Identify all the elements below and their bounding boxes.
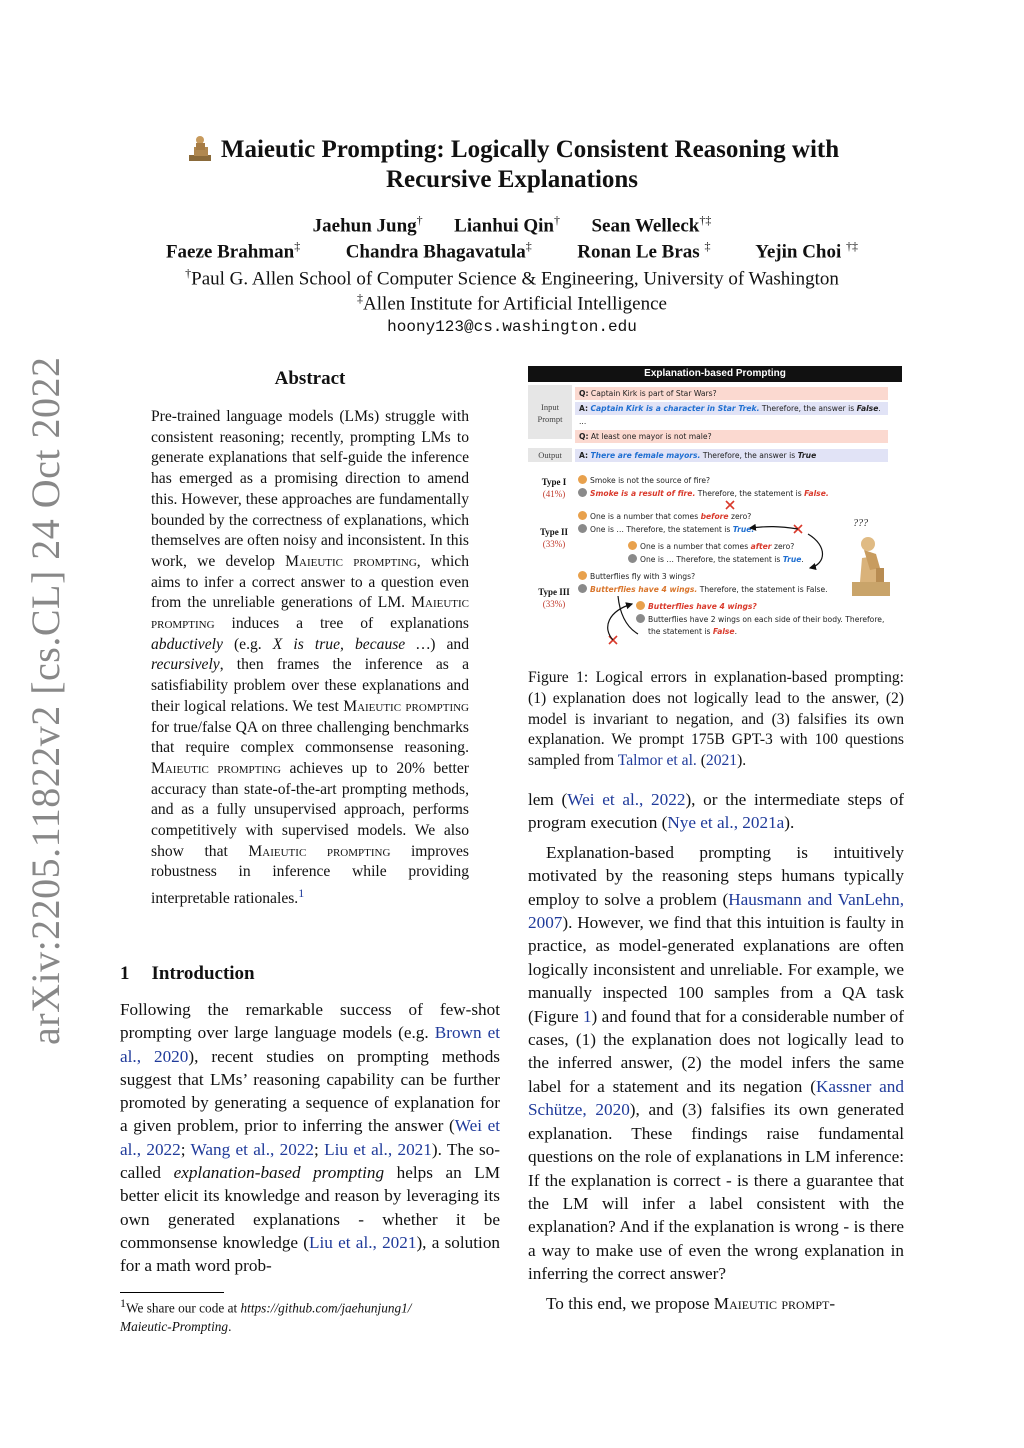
explanation-text: Smoke is a result of fire. [590, 489, 696, 498]
body-text: ), or the intermediate steps of program execution ( [528, 790, 904, 833]
arrow-connector [750, 527, 798, 529]
figure-text: . [734, 627, 738, 636]
figure-text: Therefore, the statement is [695, 489, 805, 498]
author-mark: †‡ [699, 213, 712, 227]
body-text: Following the remarkable success of few-shot prompting over large language models (e.g. [120, 1000, 500, 1043]
code-url[interactable]: Maieutic-Prompting [120, 1319, 229, 1335]
abstract-body [151, 407, 469, 910]
prompt-ellipsis: ... [579, 417, 587, 426]
author-row-1 [100, 213, 924, 237]
affiliation-text: Paul G. Allen School of Computer Science & Engineering, University of Washington [191, 267, 839, 289]
output-label: Output [528, 448, 572, 462]
citation-link[interactable]: Hausmann and VanLehn, 2007 [528, 889, 904, 933]
section-heading-introduction [120, 963, 255, 985]
type-percentage: (33%) [542, 539, 566, 549]
prompt-text: . [878, 404, 881, 413]
caption-text: Figure 1: Logical errors in explanation-based prompting: (1) explanation does not logically lead to the answer, (2) model is invariant to negation, and (3) falsifies its own explanation. We prompt 175B GPT-3 with 100 questions sampled from [528, 669, 904, 770]
author-name: Lianhui Qin [454, 215, 554, 237]
citation-link[interactable]: Brown et al., 2020 [120, 1023, 500, 1066]
abstract-text: improves robustness in inference while providing interpretable rationales. [151, 842, 469, 908]
author-name: Faeze Brahman [165, 241, 295, 263]
body-emphasis: explanation-based prompting [173, 1163, 385, 1183]
arrow-connector [808, 534, 823, 568]
answer-text: True. [732, 525, 755, 534]
author-mark: ‡ [525, 239, 532, 254]
body-text: ). The so-called [120, 1139, 500, 1183]
body-text: ), and (3) falsifies its own generated explanation. These findings raise fundamental questions on the role of explanations in LM inference: If the explanation is correct - is there a guarantee that the LM will infer a label consistent with the explanation? And if the explanation is wrong - is there a way to make use of even the wrong explanation in inferring the correct answer? [528, 1100, 904, 1284]
caption-text: ( [696, 752, 706, 770]
affiliation-2 [100, 291, 924, 315]
figure-text: zero? [771, 542, 795, 551]
section-title: Introduction [151, 963, 255, 984]
figure-header: Explanation-based Prompting [528, 366, 902, 382]
explanation-text: Butterflies have 4 wings. [590, 585, 698, 594]
body-text: lem ( [528, 790, 568, 809]
footnote-text: We share our code at [126, 1300, 241, 1316]
prompt-text: At least one mayor is not male? [590, 432, 712, 441]
author-name: Jaehun Jung [312, 215, 417, 237]
author-mark: † [553, 213, 560, 227]
affiliation-text: Allen Institute for Artificial Intelligence [363, 293, 667, 315]
figure-text: One is … Therefore, the statement is [590, 525, 733, 534]
figure-ref-link[interactable]: 1 [582, 1006, 592, 1026]
arxiv-identifier: arXiv:2205.11822v2 [cs.CL] 24 Oct 2022 [23, 356, 68, 1045]
title-line-2: Recursive Explanations [385, 166, 639, 193]
author-row-2 [100, 239, 924, 263]
answer-text: True [782, 555, 802, 564]
emphasis-text: before [700, 512, 729, 521]
emphasis-text: after [750, 542, 772, 551]
body-text: ; [314, 1139, 325, 1159]
figure-1-caption [528, 668, 904, 772]
q-tag: Q: [579, 432, 589, 441]
figure-text: the statement is [648, 627, 713, 636]
body-text: ; [180, 1139, 191, 1159]
footnote-ref[interactable]: 1 [298, 886, 305, 901]
method-name: Maieutic prompting [343, 697, 469, 715]
figure-text: . [801, 555, 804, 564]
abstract-text: Pre-trained language models (LMs) struggle with consistent reasoning; recently, prompting LMs to generate explanations that self-guide the inference has emerged as a promising direction to amend this. However, these approaches are fundamentally bounded by the correctness of explanations, which themselves are often noisy and inconsistent. In this work, we develop [151, 408, 469, 570]
citation-link[interactable]: Talmor et al. [617, 752, 697, 770]
body-text: ) and found that for a considerable number of cases, (1) the explanation does not logically lead to the inferred answer, (2) the model infers the same label for a statement and its negation ( [528, 1006, 904, 1096]
code-url[interactable]: https://github.com/jaehunjung1/ [240, 1300, 412, 1316]
affiliation-mark: † [185, 265, 192, 280]
body-text: helps an LM better elicit its knowledge and reason by leveraging its own generated explanations - whether it be commonsense knowledge ( [120, 1163, 500, 1252]
paragraph [528, 788, 904, 835]
a-tag: A: [579, 451, 589, 460]
prompt-text: Therefore, the answer is [700, 451, 798, 460]
contact-email[interactable]: hoony123@cs.washington.edu [387, 318, 637, 337]
answer-text: False. [804, 489, 829, 498]
abstract-text: (e.g. [222, 635, 273, 653]
type-name: Type III [538, 587, 570, 597]
explanation-text: There are female mayors. [590, 451, 701, 460]
author-mark: ‡ [294, 239, 301, 254]
answer-text: False [712, 627, 735, 636]
citation-link[interactable]: Wei et al., 2022 [120, 1116, 500, 1159]
body-text: ). [784, 813, 795, 833]
prompt-text: Therefore, the answer is [759, 404, 857, 413]
figure-text: Smoke is not the source of fire? [590, 476, 711, 485]
abstract-text: induces a tree of explanations [214, 615, 469, 633]
figure-text: One is a number that comes [590, 512, 701, 521]
citation-link[interactable]: Liu et al., 2021 [309, 1232, 417, 1252]
a-tag: A: [579, 404, 589, 413]
caption-text: ). [737, 752, 747, 770]
q-tag: Q: [579, 389, 589, 398]
abstract-text: achieves up to 20% better accuracy than state-of-the-art prompting methods, and as a fully unsupervised approach, performs competitively with supervised models. We also show that [151, 759, 469, 860]
abstract-emphasis: X is true, because … [272, 635, 431, 653]
title-line-1: Maieutic Prompting: Logically Consistent Reasoning with [220, 136, 840, 163]
section-number: 1 [120, 963, 130, 984]
body-text: ), recent studies on prompting methods suggest that LMs’ reasoning capability can be further promoted by generating a sequence of explanation for a given problem, prior to inferring the answer ( [120, 1046, 501, 1136]
method-name: Maieutic prompt- [713, 1293, 836, 1313]
abstract-emphasis: recursively [151, 656, 220, 674]
label-text: Prompt [537, 414, 563, 424]
author-name: Ronan Le Bras [577, 241, 700, 263]
explanation-text: Captain Kirk is a character in Star Trek. [590, 404, 760, 413]
citation-link[interactable]: Liu et al., 2021 [324, 1139, 432, 1159]
body-text: ), a solution for a math word prob- [120, 1232, 501, 1276]
prompt-text: Captain Kirk is part of Star Wars? [590, 389, 717, 398]
abstract-heading: Abstract [274, 368, 346, 389]
author-name: Yejin Choi [755, 241, 842, 263]
footnote-divider [120, 1292, 224, 1293]
method-name: Maieutic prompting [151, 594, 469, 633]
figure-text: Butterflies fly with 3 wings? [590, 572, 696, 581]
label-text: Input [541, 402, 559, 412]
right-column-body [528, 788, 904, 1315]
body-text: Explanation-based prompting is intuitively motivated by the reasoning steps humans typically employ to solve a problem ( [528, 842, 904, 909]
abstract-emphasis: abductively [151, 635, 223, 653]
footnote-mark: 1 [120, 1296, 126, 1310]
body-text: To this end, we propose [546, 1293, 714, 1313]
abstract-text: , which aims to infer a correct answer to a question even from the unreliable generations of LM. [151, 552, 470, 612]
arrow-connector [618, 596, 638, 634]
title-block [100, 133, 924, 336]
question-marks: ??? [853, 518, 868, 529]
answer-text: False [856, 404, 879, 413]
thinker-statue-icon [185, 133, 215, 161]
author-mark: ‡ [704, 239, 711, 254]
author-mark: †‡ [846, 239, 859, 254]
figure-1 [528, 366, 902, 666]
method-name: Maieutic prompting [248, 842, 391, 860]
citation-link[interactable]: Wang et al., 2022 [190, 1139, 315, 1159]
answer-text: True [797, 451, 817, 460]
abstract-text: for true/false QA on three challenging benchmarks that require complex commonsense reasoning. [151, 718, 469, 757]
citation-link[interactable]: 2021 [705, 752, 738, 770]
body-text: ). However, we find that this intuition is faulty in practice, as model-generated explanations are often logically inconsistent and unreliable. For example, we manually inspected 100 samples from a QA task (Figure [528, 913, 904, 1026]
figure-text: One is … Therefore, the statement is [640, 555, 783, 564]
figure-arrows [528, 366, 902, 666]
figure-text: zero? [728, 512, 752, 521]
figure-text: Butterflies have 2 wings on each side of their body. Therefore, [648, 615, 885, 624]
footnote [120, 1294, 500, 1336]
affiliation-mark: ‡ [357, 290, 364, 305]
citation-link[interactable]: Wei et al., 2022 [567, 790, 686, 809]
type-name: Type II [539, 527, 569, 537]
cross-mark-icon [726, 501, 734, 509]
explanation-text: Butterflies have 4 wings? [648, 602, 757, 611]
author-name: Chandra Bhagavatula [345, 241, 526, 263]
footnote-text: . [228, 1319, 232, 1335]
author-mark: † [416, 213, 423, 227]
author-name: Sean Welleck [591, 215, 700, 237]
type-percentage: (41%) [542, 489, 566, 499]
figure-text: One is a number that comes [640, 542, 751, 551]
paragraph [528, 1292, 904, 1315]
figure-text: Therefore, the statement is False. [697, 585, 828, 594]
abstract-text: , then frames the inference as a satisfiability problem over these explanations and their logical relations. We test [151, 656, 469, 715]
type-percentage: (33%) [542, 599, 566, 609]
method-name: Maieutic prompting [151, 759, 281, 777]
type-name: Type I [541, 477, 567, 487]
abstract-text: ) and [430, 635, 469, 653]
citation-link[interactable]: Nye et al., 2021a [667, 813, 785, 833]
citation-link[interactable]: Kassner and Schütze, 2020 [528, 1076, 904, 1120]
affiliation-1 [100, 266, 924, 290]
paper-title [100, 133, 924, 195]
method-name: Maieutic prompting [285, 552, 417, 570]
paragraph [528, 841, 904, 1286]
introduction-body [120, 998, 500, 1278]
